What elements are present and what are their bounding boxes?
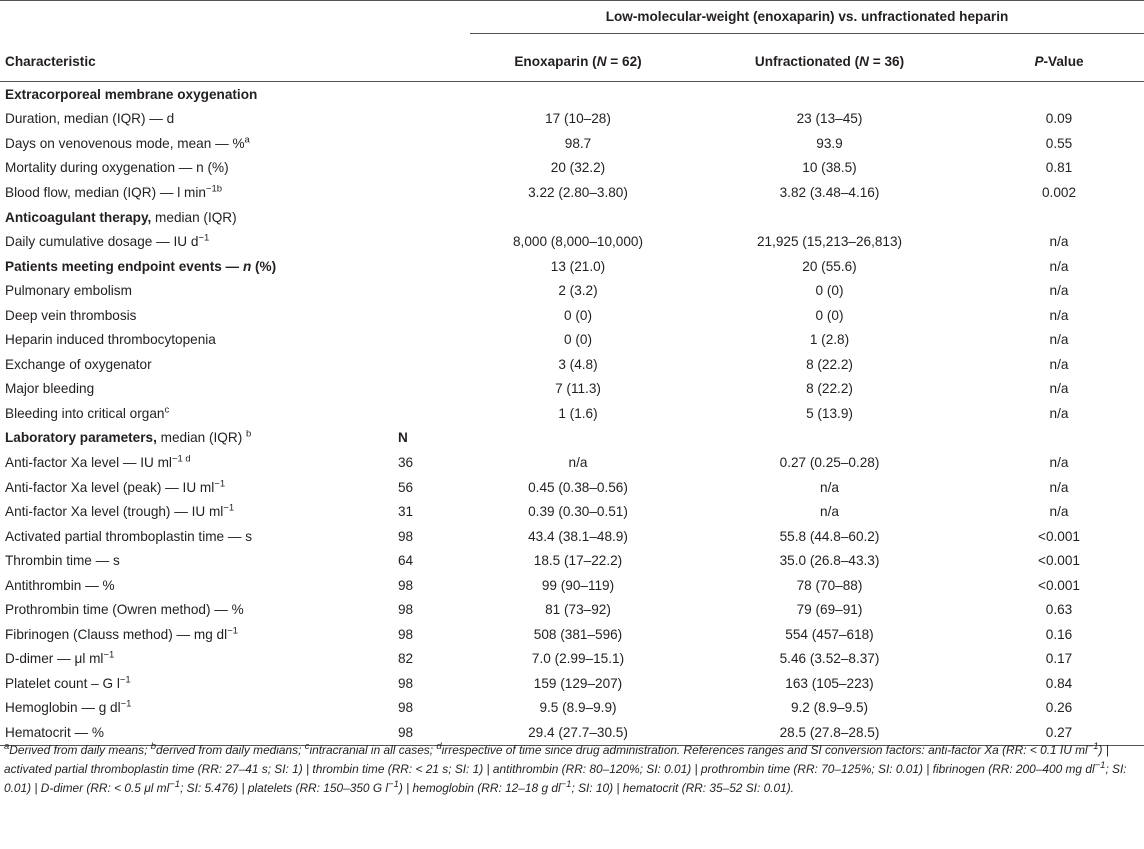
section-laboratory: [0, 426, 1144, 451]
p-value-cell: 0.09: [1045, 111, 1073, 127]
enoxaparin-cell: 3.22 (2.80–3.80): [528, 184, 628, 200]
enoxaparin-cell: 2 (3.2): [558, 283, 598, 299]
n-cell: [390, 401, 450, 426]
n-cell: 98: [398, 528, 414, 544]
row-label: Hematocrit — %: [0, 720, 390, 745]
n-cell: [390, 303, 450, 328]
n-cell: [390, 327, 450, 352]
table-row: [0, 229, 1144, 254]
enoxaparin-cell: 43.4 (38.1–48.9): [528, 528, 628, 544]
table-row: [0, 107, 1144, 132]
table-row: [0, 671, 1144, 696]
n-cell: [390, 180, 450, 205]
unfractionated-cell: n/a: [820, 504, 839, 520]
n-column-header: N: [398, 430, 408, 446]
n-cell: [390, 107, 450, 132]
table-row: [0, 303, 1144, 328]
row-label: D-dimer — μl $ml^{-1}$: [5, 649, 115, 667]
group-title: Low-molecular-weight (enoxaparin) vs. unfractionated heparin: [470, 9, 1144, 34]
row-label: Hemoglobin — g $dl^{-1}$: [5, 698, 132, 716]
table-row: [0, 131, 1144, 156]
unfractionated-cell: 9.2 (8.9–9.5): [790, 700, 869, 716]
n-cell: 98: [398, 700, 414, 716]
enoxaparin-cell: 8,000 (8,000–10,000): [512, 234, 643, 250]
enoxaparin-cell: 0 (0): [564, 332, 592, 348]
p-value-cell: n/a: [1049, 234, 1069, 250]
p-value-cell: 0.55: [1045, 135, 1073, 151]
unfractionated-cell: 21,925 (15,213–26,813): [756, 234, 903, 250]
enoxaparin-cell: 508 (381–596): [533, 626, 623, 642]
unfractionated-cell: 35.0 (26.8–43.3): [779, 553, 880, 569]
row-label: Bleeding into critical organ$^c$: [5, 404, 170, 421]
p-value-cell: n/a: [1049, 356, 1069, 372]
table-row: [0, 254, 1144, 279]
p-value-cell: 0.002: [1041, 184, 1077, 200]
table-row: [0, 377, 1144, 402]
n-cell: 36: [398, 454, 414, 470]
n-cell: 98: [398, 626, 414, 642]
table-row: [0, 156, 1144, 181]
n-cell: 31: [398, 504, 414, 520]
p-value-cell: n/a: [1049, 454, 1069, 470]
enoxaparin-cell: 81 (73–92): [545, 602, 611, 618]
table-footnote: $^a$Derived from daily means; $^b$derived from daily medians; $^c$intracranial in all cases; $^d$irrespective of time since drug administration. References ranges and SI conversion factors: anti-factor Xa (RR: < 0.1 IU $ml^{-1}$) | activated partial thromboplastin time (RR: 27–41 s; SI: 1) | thrombin time (RR: < 21 s; SI: 1) | antithrombin (RR: 80–120%; SI: 0.01) | prothrombin time (RR: 70–125%; SI: 0.01) | fibrinogen (RR: 200–400 mg $dl^{-1}$; SI: 0.01) | D-dimer (RR: < 0.5 μl $ml^{-1}$; SI: 5.476) | platelets (RR: 150–350 G $l^{-1}$) | hemoglobin (RR: 12–18 g $dl^{-1}$; SI: 10) | hematocrit (RR: 35–52 SI: 0.01).: [4, 741, 1127, 796]
row-label: Duration, median (IQR) — d: [5, 111, 175, 127]
unfractionated-cell: 8 (22.2): [806, 381, 853, 397]
row-label: Heparin induced thrombocytopenia: [5, 332, 216, 348]
p-value-cell: n/a: [1049, 504, 1069, 520]
table-row: [0, 622, 1144, 647]
p-value-cell: 0.17: [1045, 651, 1073, 667]
n-cell: 98: [398, 602, 414, 618]
enoxaparin-cell: 0.45 (0.38–0.56): [528, 479, 628, 495]
row-label: Daily cumulative dosage — IU $d^{-1}$: [5, 232, 210, 250]
unfractionated-cell: 163 (105–223): [785, 675, 874, 691]
n-cell: [390, 131, 450, 156]
row-label: Platelet count – G $l^{-1}$: [5, 674, 131, 691]
n-cell: [390, 229, 450, 254]
enoxaparin-cell: 13 (21.0): [550, 258, 606, 274]
enoxaparin-cell: 29.4 (27.7–30.5): [450, 720, 706, 745]
p-value-cell: n/a: [1049, 283, 1069, 299]
enoxaparin-cell: 9.5 (8.9–9.9): [539, 700, 617, 716]
unfractionated-cell: 55.8 (44.8–60.2): [779, 528, 880, 544]
unfractionated-cell: 0 (0): [815, 283, 844, 299]
unfractionated-cell: 78 (70–88): [796, 577, 863, 593]
table-row: [0, 327, 1144, 352]
enoxaparin-cell: 98.7: [564, 135, 592, 151]
p-value-cell: <0.001: [1038, 528, 1080, 544]
n-cell: [390, 352, 450, 377]
header-row-group: [0, 1, 1144, 42]
table-row: [0, 573, 1144, 598]
p-value-cell: 0.63: [1045, 602, 1073, 618]
unfractionated-cell: 8 (22.2): [806, 356, 853, 372]
p-value-cell: <0.001: [1038, 577, 1080, 593]
p-value-cell: 0.16: [1045, 626, 1073, 642]
table-row: [0, 647, 1144, 672]
col-header-characteristic: Characteristic: [0, 41, 390, 82]
row-label: Deep vein thrombosis: [5, 307, 137, 323]
row-label: Mortality during oxygenation — n (%): [5, 160, 229, 176]
row-label: Days on venovenous mode, mean — %$^a$: [5, 134, 250, 151]
p-value-cell: n/a: [1049, 258, 1069, 274]
n-cell: 64: [398, 553, 414, 569]
n-cell: 56: [398, 479, 414, 495]
table-row: [0, 475, 1144, 500]
section-ecmo: [0, 82, 1144, 107]
p-value-cell: <0.001: [1038, 553, 1080, 569]
n-cell: [390, 278, 450, 303]
section-title: Extracorporeal membrane oxygenation: [5, 86, 258, 102]
n-cell: 98: [390, 720, 450, 745]
enoxaparin-cell: 7 (11.3): [555, 381, 601, 397]
unfractionated-cell: 79 (69–91): [796, 602, 863, 618]
enoxaparin-cell: 99 (90–119): [541, 577, 615, 593]
p-value-cell: n/a: [1049, 479, 1069, 495]
table-row: [0, 278, 1144, 303]
p-value-cell: 0.27: [953, 720, 1144, 745]
row-label: Blood flow, median (IQR) — l $\min^{-1b}$: [5, 183, 223, 200]
enoxaparin-cell: 18.5 (17–22.2): [533, 553, 623, 569]
p-value-cell: n/a: [1049, 307, 1069, 323]
enoxaparin-cell: 0 (0): [564, 307, 592, 323]
row-label: Antithrombin — %: [5, 577, 115, 593]
enoxaparin-cell: 20 (32.2): [550, 160, 606, 176]
p-value-cell: 0.81: [1045, 160, 1073, 176]
n-cell: [390, 156, 450, 181]
n-cell: 82: [398, 651, 414, 667]
enoxaparin-cell: 3 (4.8): [558, 356, 598, 372]
table-row: [0, 450, 1144, 475]
unfractionated-cell: 10 (38.5): [802, 160, 857, 176]
table-row: [0, 499, 1144, 524]
table-row: [0, 180, 1144, 205]
p-value-cell: 0.84: [1045, 675, 1073, 691]
unfractionated-cell: 0.27 (0.25–0.28): [779, 454, 880, 470]
table-row: [0, 401, 1144, 426]
section-title: Anticoagulant therapy, median (IQR): [5, 209, 237, 225]
row-label: Exchange of oxygenator: [5, 356, 152, 372]
row-label: Pulmonary embolism: [5, 283, 132, 299]
table-row: [0, 597, 1144, 622]
unfractionated-cell: 3.82 (3.48–4.16): [779, 184, 880, 200]
unfractionated-cell: n/a: [820, 479, 839, 495]
unfractionated-cell: 0 (0): [815, 307, 844, 323]
enoxaparin-cell: 1 (1.6): [558, 405, 598, 421]
enoxaparin-cell: 0.39 (0.30–0.51): [528, 504, 628, 520]
unfractionated-cell: 23 (13–45): [796, 111, 863, 127]
row-label: Anti-factor Xa level (peak) — IU $ml^{-1}$: [5, 477, 226, 495]
section-title: Laboratory parameters, median (IQR) $^b$: [5, 428, 252, 446]
unfractionated-cell: 93.9: [816, 135, 843, 151]
p-value-cell: 0.26: [1045, 700, 1073, 716]
n-cell: 98: [398, 675, 414, 691]
p-value-cell: n/a: [1049, 332, 1069, 348]
table-row: [0, 696, 1144, 721]
row-label: Anti-factor Xa level — IU $ml^{-1 d}$: [5, 453, 191, 470]
n-cell: [390, 377, 450, 402]
enoxaparin-cell: 159 (129–207): [533, 675, 623, 691]
n-cell: 98: [398, 577, 414, 593]
table-row: [0, 352, 1144, 377]
group-header: [450, 1, 1144, 42]
header-row-columns: [0, 41, 1144, 82]
unfractionated-cell: 20 (55.6): [802, 258, 857, 274]
enoxaparin-cell: 17 (10–28): [545, 111, 611, 127]
row-label: Major bleeding: [5, 381, 95, 397]
unfractionated-cell: 554 (457–618): [785, 626, 874, 642]
unfractionated-cell: 5 (13.9): [806, 405, 853, 421]
row-label: Thrombin time — s: [5, 553, 120, 569]
enoxaparin-cell: n/a: [568, 454, 588, 470]
table-row: [0, 524, 1144, 549]
row-label: Prothrombin time (Owren method) — %: [5, 602, 244, 618]
unfractionated-cell: 28.5 (27.8–28.5): [706, 720, 953, 745]
n-cell: [390, 254, 450, 279]
col-header-unfractionated: Unfractionated (N = 36): [706, 41, 953, 82]
table-row: [0, 548, 1144, 573]
p-value-cell: n/a: [1049, 381, 1069, 397]
p-value-cell: n/a: [1049, 405, 1069, 421]
col-header-p-value: P-Value: [953, 41, 1144, 82]
unfractionated-cell: 1 (2.8): [809, 332, 850, 348]
section-anticoagulant: [0, 205, 1144, 230]
row-label: Anti-factor Xa level (trough) — IU $ml^{-1}$: [5, 502, 235, 520]
unfractionated-cell: 5.46 (3.52–8.37): [779, 651, 880, 667]
col-header-enoxaparin: Enoxaparin (N = 62): [450, 41, 706, 82]
enoxaparin-cell: 7.0 (2.99–15.1): [531, 651, 625, 667]
row-label: Patients meeting endpoint events — n (%): [5, 258, 277, 274]
row-label: Activated partial thromboplastin time — s: [5, 528, 253, 544]
row-label: Fibrinogen (Clauss method) — mg $dl^{-1}$: [5, 625, 238, 642]
